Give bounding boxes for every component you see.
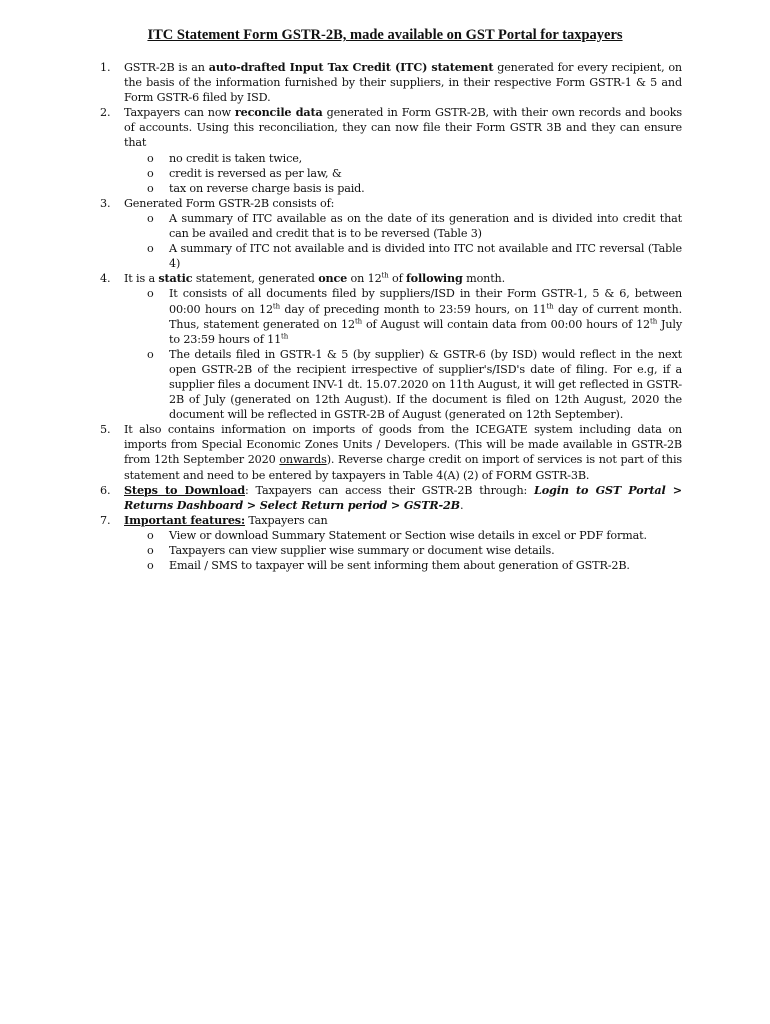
sub-list-item [96,347,682,422]
item-number: 1. [100,61,111,74]
sub-item-text: of August will contain data from 00:00 hours of 12 [362,317,651,331]
document-body [96,60,682,573]
bullet-marker: o [147,166,154,180]
item-text: statement, generated [192,272,319,286]
superscript: th [281,331,289,340]
superscript: th [354,316,362,325]
sub-item-text: Taxpayers can view supplier wise summary or document wise details. [169,544,555,557]
sub-item-text: The details filed in GSTR-1 & 5 (by supplier) & GSTR-6 (by ISD) would reflect in the next open GSTR-2B of the recipient irrespective of supplier's/ISD's date of filing. For e.g, if a supplier files a document INV-1 dt. 15.07.2020 on 11th August, it will get reflected in GSTR-2B of July (generated on 12th August). If the document is filed on 12th August, 2020 the document will be reflected in GSTR-2B of August (generated on 12th September). [169,347,682,422]
item-text: of [388,272,406,286]
item-bold-text: reconcile data [234,105,323,120]
item-number: 3. [100,196,111,210]
item-number: 4. [100,272,111,286]
sub-item-text: View or download Summary Statement or Section wise details in excel or PDF format. [169,528,647,542]
sub-item-text: tax on reverse charge basis is paid. [169,181,365,195]
sub-item-text: day of preceding month to 23:59 hours, on 11 [279,302,547,316]
item-text: Taxpayers can now [124,106,235,120]
sub-item-text: A summary of ITC not available and is divided into ITC not available and ITC reversal (Table 4) [169,242,682,271]
sub-list-item [96,151,682,166]
item-bold-text: following [405,271,463,286]
list-item-5 [96,422,682,482]
sub-item-text: day of current month. Thus, statement generated on 12 [169,302,682,331]
sub-list [124,528,682,573]
list-item-3 [96,196,682,271]
item-text: generated for every recipient, on the basis of the information furnished by their suppliers, in their respective Form GSTR-1 & 5 and Form GSTR-6 filed by ISD. [124,61,682,105]
superscript: th [381,271,389,280]
sub-item-text: A summary of ITC available as on the date of its generation and is divided into credit that can be availed and credit that is to be reversed (Table 3) [169,211,682,241]
navigation-path: Login to GST Portal > Returns Dashboard > Select Return period > GSTR-2B [124,482,682,512]
sub-list [124,151,682,196]
item-text: . [460,498,464,512]
item-text: Taxpayers can [244,513,328,527]
item-text: generated in Form GSTR-2B, with their own records and books of accounts. Using this reconciliation, they can now file their Form GSTR 3B and they can ensure that [124,106,682,150]
sub-list-item [96,166,682,181]
underlined-text: onwards [279,453,327,467]
bullet-marker: o [147,242,154,256]
bullet-marker: o [147,544,154,557]
item-text: Generated Form GSTR-2B consists of: [124,196,335,210]
sub-list-item [96,211,682,241]
list-item-1 [96,60,682,105]
superscript: th [546,301,554,310]
bullet-marker: o [147,181,154,195]
superscript: th [650,316,658,325]
bullet-marker: o [147,211,154,225]
bullet-marker: o [147,287,154,301]
item-text: It is a [124,272,159,286]
item-text: GSTR-2B is an [124,61,209,74]
item-heading: Steps to Download [124,482,246,497]
numbered-list [96,60,682,573]
sub-list-item [96,558,682,573]
sub-list-item [96,181,682,196]
sub-list-item [96,241,682,271]
bullet-marker: o [147,151,154,165]
item-text: It also contains information on imports of goods from the ICEGATE system including data on imports from Special Economic Zones Units / Developers. (This will be made available in GSTR-2B from 12th September 2020 [124,423,682,467]
sub-item-text: no credit is taken twice, [169,151,303,165]
item-text: month. [462,272,506,286]
item-bold-text: auto-drafted Input Tax Credit (ITC) statement [208,60,494,74]
item-number: 5. [100,423,111,437]
item-number: 6. [100,483,111,497]
list-item-2 [96,105,682,196]
bullet-marker: o [147,347,154,361]
bullet-marker: o [147,528,154,542]
item-heading: Important features: [124,512,245,527]
item-text: on 12 [347,272,382,286]
list-item-4 [96,271,682,422]
sub-list-item [96,543,682,558]
sub-item-text: It consists of all documents filed by suppliers/ISD in their Form GSTR-1, 5 & 6, between 00:00 hours on 12 [169,287,682,316]
item-number: 7. [100,513,111,527]
sub-item-text: Email / SMS to taxpayer will be sent informing them about generation of GSTR-2B. [169,559,630,573]
sub-list [124,286,682,422]
sub-list-item [96,286,682,346]
item-bold-text: static [158,271,193,286]
list-item-7 [96,513,682,573]
list-item-6 [96,483,682,513]
sub-list [124,211,682,271]
bullet-marker: o [147,559,154,573]
item-text: : Taxpayers can access their GSTR-2B through: [245,483,535,497]
superscript: th [272,301,280,310]
sub-list-item [96,528,682,543]
item-text: ). Reverse charge credit on import of services is not part of this statement and need to be entered by taxpayers in Table 4(A) (2) of FORM GSTR-3B. [124,453,682,482]
item-bold-text: once [318,271,348,286]
sub-item-text: credit is reversed as per law, & [169,166,342,180]
item-number: 2. [100,106,111,120]
document-title: ITC Statement Form GSTR-2B, made available on GST Portal for taxpayers [147,27,623,43]
sub-item-text: July to 23:59 hours of 11 [169,317,683,346]
